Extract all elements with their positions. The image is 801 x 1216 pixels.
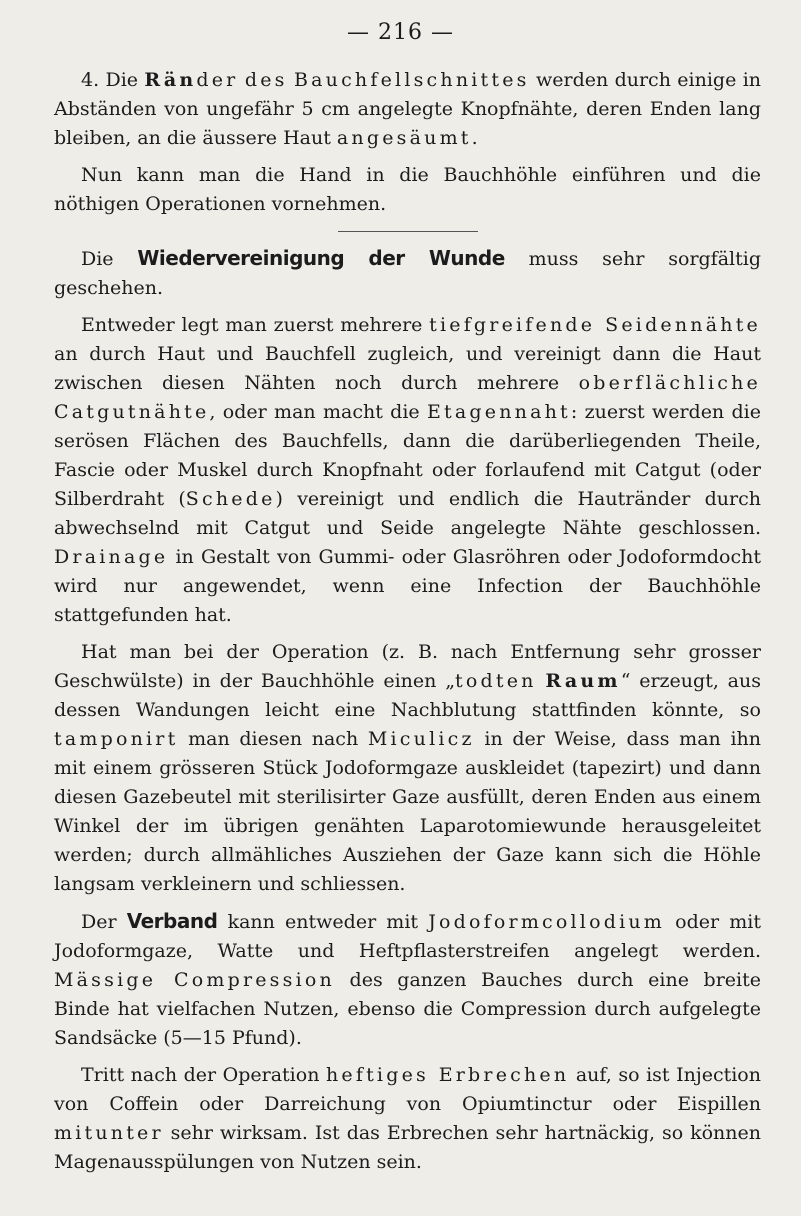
paragraph-suture-techniques: Entweder legt man zuerst mehrere tiefgreifende Seidennähte an durch Haut und Bauchfell zugleich, und vereinigt dann die Haut zwischen diesen Nähten noch durch mehrere oberflächliche Catgutnähte, oder man macht die Etagennaht: zuerst werden die serösen Flächen des Bauchfells, dann die darüberliegenden Theile, Fascie oder Muskel durch Knopfnaht oder forlaufend mit Catgut (oder Silberdraht (Schede) vereinigt und endlich die Hautränder durch abwechselnd mit Catgut und Seide angelegte Nähte geschlossen. Drainage in Gestalt von Gummi- oder Glasröhren oder Jodoformdocht wird nur angewendet, wenn eine Infection der Bauchhöhle stattgefunden hat. [54, 314, 762, 626]
section-heading-wiedervereinigung: Wiedervereinigung der Wunde [137, 246, 505, 270]
paragraph-tamponade: Hat man bei der Operation (z. B. nach Entfernung sehr grosser Geschwülste) in der Bauchhöhle einen „todten Raum“ erzeugt, aus dessen Wandungen leicht eine Nachblutung stattfinden könnte, so tamponirt man diesen nach Miculicz in der Weise, dass man ihn mit einem grösseren Stück Jodoformgaze auskleidet (tapezirt) und dann diesen Gazebeutel mit sterilisirter Gaze ausfüllt, deren Enden aus einem Winkel der im übrigen genähten Laparotomiewunde herausgeleitet werden; durch allmähliches Ausziehen der Gaze kann sich die Höhle langsam verkleinern und schliessen. [54, 641, 761, 895]
paragraph-wound-edges: 4. Die Ränder des Bauchfellschnittes werden durch einige in Abständen von ungefähr 5 cm angelegte Knopfnähte, deren Enden lang bleiben, an die äussere Haut angesäumt. [54, 69, 762, 149]
paragraph-wound-reunion: Die Wiedervereinigung der Wunde muss sehr sorgfältig geschehen. [54, 246, 761, 299]
paragraph-vomiting: Tritt nach der Operation heftiges Erbrechen auf, so ist Injection von Coffein oder Darreichung von Opiumtinctur oder Eispillen mitunter sehr wirksam. Ist das Erbrechen sehr hartnäckig, so können Magenausspülungen von Nutzen sein. [54, 1064, 761, 1173]
section-heading-verband: Verband [126, 909, 218, 933]
paragraph-dressing: Der Verband kann entweder mit Jodoformcollodium oder mit Jodoformgaze, Watte und Heftpflasterstreifen angelegt werden. Mässige Compression des ganzen Bauches durch eine breite Binde hat vielfachen Nutzen, ebenso die Compression durch aufgelegte Sandsäcke (5—15 Pfund). [54, 909, 761, 1049]
section-divider [338, 231, 478, 232]
paragraph-abdominal-access: Nun kann man die Hand in die Bauchhöhle einführen und die nöthigen Operationen vornehmen. [54, 164, 761, 215]
page-number: — 216 — [347, 20, 454, 45]
